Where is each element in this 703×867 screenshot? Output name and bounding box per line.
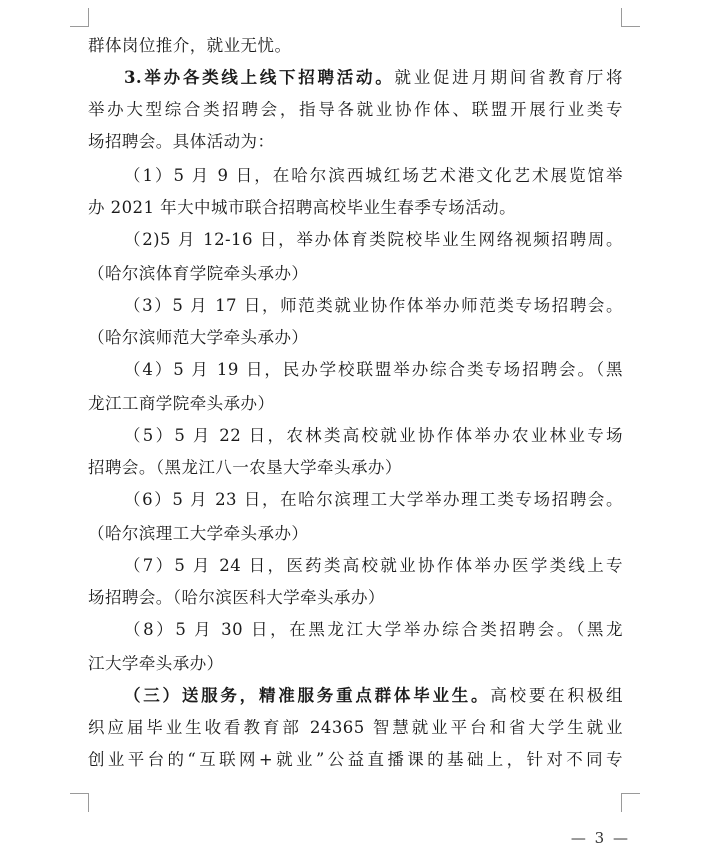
section-heading-line: （三）送服务，精准服务重点群体毕业生。高校要在积极组 [124,686,623,705]
text-line: 场招聘会。具体活动为： [88,132,275,151]
list-item: （8）5 月 30 日，在黑龙江大学举办综合类招聘会。（黑龙 [124,620,623,639]
section-heading: 3.举办各类线上线下招聘活动。 [124,68,395,87]
text-line: 龙江工商学院牵头承办） [88,394,275,413]
list-item: （2)5 月 12-16 日，举办体育类院校毕业生网络视频招聘周。 [124,230,623,249]
list-item: （3）5 月 17 日，师范类就业协作体举办师范类专场招聘会。 [124,296,623,315]
text-line: 群体岗位推介，就业无忧。 [88,36,292,55]
crop-mark-top-right [621,8,640,27]
section-heading: （三）送服务，精准服务重点群体毕业生。 [124,686,491,705]
list-item: （6）5 月 23 日，在哈尔滨理工大学举办理工类专场招聘会。 [124,490,623,509]
crop-mark-bottom-left [70,793,89,812]
crop-mark-top-left [70,8,89,27]
text-line: 场招聘会。（哈尔滨医科大学牵头承办） [88,588,385,607]
text-line: 江大学牵头承办） [88,654,224,673]
section-heading-line: 3.举办各类线上线下招聘活动。就业促进月期间省教育厅将 [124,68,623,87]
page-number: — 3 — [570,829,630,847]
text-line: （哈尔滨理工大学牵头承办） [88,524,309,543]
text-line: 办 2021 年大中城市联合招聘高校毕业生春季专场活动。 [88,198,517,217]
text-line: 织应届毕业生收看教育部 24365 智慧就业平台和省大学生就业 [88,718,623,737]
text-line: （哈尔滨师范大学牵头承办） [88,328,309,347]
text-line: 招聘会。（黑龙江八一农垦大学牵头承办） [88,458,402,477]
crop-mark-bottom-right [621,793,640,812]
text-line: 举办大型综合类招聘会，指导各就业协作体、联盟开展行业类专 [88,100,623,119]
list-item: （1）5 月 9 日，在哈尔滨西城红场艺术港文化艺术展览馆举 [124,166,623,185]
list-item: （4）5 月 19 日，民办学校联盟举办综合类专场招聘会。（黑 [124,360,623,379]
list-item: （5）5 月 22 日，农林类高校就业协作体举办农业林业专场 [124,426,623,445]
list-item: （7）5 月 24 日，医药类高校就业协作体举办医学类线上专 [124,556,623,575]
text-line: （哈尔滨体育学院牵头承办） [88,264,309,283]
text-line: 创业平台的“互联网+就业”公益直播课的基础上，针对不同专 [88,750,623,769]
